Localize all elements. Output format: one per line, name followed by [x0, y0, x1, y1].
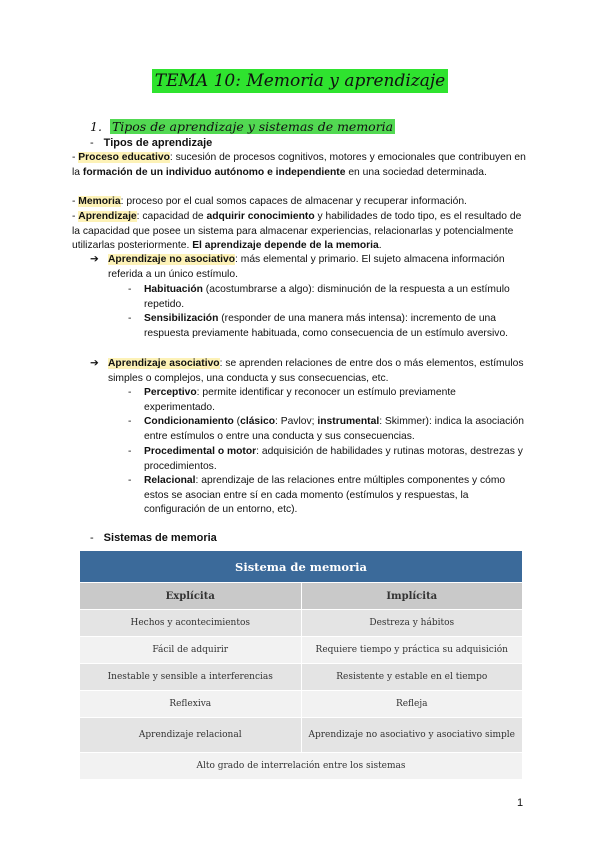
- item-sensibilizacion: [128, 312, 528, 341]
- paragraph-memoria: [72, 195, 532, 210]
- subheading-text: Sistemas de memoria: [103, 532, 217, 544]
- term-habituacion: Habituación: [144, 284, 203, 295]
- text-segment: : más elemental y primario. El sujeto almacena información referida a un único estímulo.: [108, 254, 505, 280]
- table-cell: Requiere tiempo y práctica su adquisición: [301, 637, 523, 664]
- text-segment: : capacidad de: [136, 211, 207, 222]
- arrow-icon: ➔: [90, 358, 99, 369]
- bold-segment: El aprendizaje depende de la memoria: [192, 240, 379, 252]
- section-title: Tipos de aprendizaje y sistemas de memoria: [111, 119, 394, 134]
- dash-marker: -: [128, 284, 132, 295]
- table-row: [80, 664, 523, 691]
- item-relacional: [128, 474, 528, 518]
- column-header-implicita: Implícita: [301, 583, 523, 610]
- dash-marker: -: [128, 475, 132, 486]
- table-header: Sistema de memoria: [80, 551, 523, 583]
- arrow-icon: ➔: [90, 254, 99, 265]
- item-condicionamiento: [128, 415, 528, 444]
- term-memoria: Memoria: [78, 196, 121, 207]
- table-cell: Inestable y sensible a interferencias: [80, 664, 302, 691]
- table-row: [80, 718, 523, 753]
- paragraph-aprendizaje: [72, 210, 532, 254]
- dash-marker: -: [72, 196, 79, 207]
- table-cell: Hechos y acontecimientos: [80, 610, 302, 637]
- dash-marker: -: [72, 211, 79, 222]
- section-number: 1.: [90, 119, 102, 134]
- text-segment: y habilidades de todo tipo, es el resultado de la capacidad que posee un sistema para almacenar experiencias, relacionarlas y potencialmente utilizarlas posteriormente.: [72, 211, 522, 252]
- bold-segment: adquirir conocimiento: [206, 211, 315, 222]
- paragraph-proceso: [72, 151, 532, 180]
- text-segment: : aprendizaje de las relaciones entre múltiples componentes y cómo estos se asocian entre sí en cada momento (estímulos y respuestas, la configuración de un entorno, etc).: [144, 475, 506, 516]
- dash-marker: -: [72, 152, 79, 163]
- term-clasico: clásico: [240, 416, 276, 427]
- page-number: 1: [517, 797, 524, 809]
- term-condicionamiento: Condicionamiento: [144, 416, 234, 427]
- term-perceptivo: Perceptivo: [144, 387, 197, 398]
- dash-marker: -: [90, 532, 94, 544]
- term-asociativo: Aprendizaje asociativo: [108, 358, 220, 369]
- term-instrumental: instrumental: [317, 416, 380, 427]
- table-cell: Reflexiva: [80, 691, 302, 718]
- term-procedimental: Procedimental o motor: [144, 446, 257, 457]
- table-cell: Refleja: [301, 691, 523, 718]
- table-row: [80, 637, 523, 664]
- text-segment: en una sociedad determinada.: [345, 166, 487, 178]
- term-proceso: Proceso educativo: [78, 152, 170, 163]
- subheading-sistemas: [90, 532, 217, 544]
- text-segment: (: [233, 416, 241, 427]
- subheading-text: Tipos de aprendizaje: [103, 137, 213, 149]
- table-footer-row: [80, 753, 523, 780]
- table-cell: Destreza y hábitos: [301, 610, 523, 637]
- subheading-tipos: [90, 137, 212, 149]
- memory-systems-table: [79, 550, 523, 780]
- term-no-asociativo: Aprendizaje no asociativo: [108, 254, 236, 265]
- term-relacional: Relacional: [144, 475, 196, 486]
- table-cell: Resistente y estable en el tiempo: [301, 664, 523, 691]
- dash-marker: -: [90, 137, 94, 149]
- item-habituacion: [128, 283, 528, 312]
- table-footer: Alto grado de interrelación entre los sistemas: [80, 753, 523, 780]
- item-no-asociativo: [90, 253, 530, 282]
- text-segment: : permite identificar y reconocer un estímulo previamente experimentado.: [144, 387, 456, 413]
- text-segment: : se aprenden relaciones de entre dos o más elementos, estímulos simples o complejos, una conducta y sus consecuencias, etc.: [108, 358, 524, 384]
- document-title: [0, 71, 600, 91]
- text-segment: .: [378, 240, 382, 252]
- dash-marker: -: [128, 446, 132, 457]
- table-row: [80, 691, 523, 718]
- table-cell: Aprendizaje relacional: [80, 718, 302, 753]
- text-segment: : adquisición de habilidades y rutinas motoras, destrezas y procedimientos.: [144, 446, 523, 472]
- title-text: TEMA 10: Memoria y aprendizaje: [152, 69, 448, 93]
- dash-marker: -: [128, 313, 132, 324]
- dash-marker: -: [128, 416, 132, 427]
- column-header-explicita: Explícita: [80, 583, 302, 610]
- term-aprendizaje: Aprendizaje: [78, 211, 137, 222]
- item-procedimental: [128, 445, 528, 474]
- bold-segment: formación de un individuo autónomo e independiente: [82, 166, 346, 178]
- text-segment: : sucesión de procesos cognitivos, motores y emocionales que contribuyen en la: [72, 152, 526, 178]
- text-segment: (responder de una manera más intensa): incremento de una respuesta previamente habituada, como consecuencia de un estímulo aversivo.: [144, 313, 509, 339]
- text-segment: : Skimmer): indica la asociación entre estímulos o entre una conducta y sus consecuencias.: [144, 416, 524, 442]
- section-heading: [90, 119, 395, 134]
- table-cell: Aprendizaje no asociativo y asociativo simple: [301, 718, 523, 753]
- text-segment: : proceso por el cual somos capaces de almacenar y recuperar información.: [120, 196, 467, 207]
- table-row: [80, 610, 523, 637]
- text-segment: : Pavlov;: [275, 416, 318, 427]
- item-perceptivo: [128, 386, 528, 415]
- text-segment: (acostumbrarse a algo): disminución de la respuesta a un estímulo repetido.: [144, 284, 510, 310]
- term-sensibilizacion: Sensibilización: [144, 313, 219, 324]
- table-cell: Fácil de adquirir: [80, 637, 302, 664]
- dash-marker: -: [128, 387, 132, 398]
- item-asociativo: [90, 357, 530, 386]
